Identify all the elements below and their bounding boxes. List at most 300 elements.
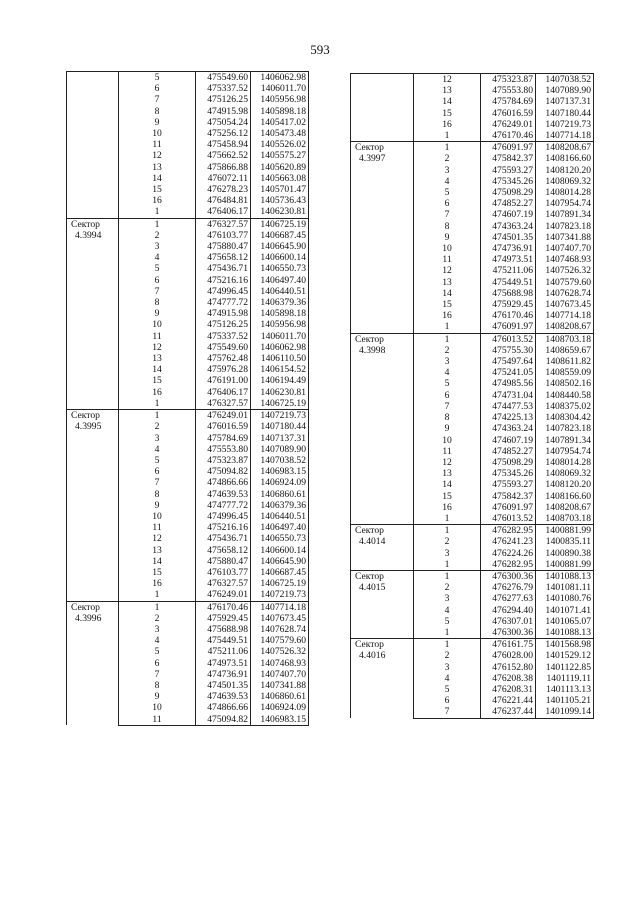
x-coordinate-cell: 474639.53 xyxy=(196,489,251,500)
x-coordinate-cell: 475549.60 xyxy=(196,342,251,353)
point-number-cell: 5 xyxy=(414,187,481,198)
sector-label xyxy=(67,601,119,725)
x-coordinate-cell: 476406.17 xyxy=(196,387,251,398)
y-coordinate-cell: 1406062.98 xyxy=(251,342,309,353)
point-number-cell: 6 xyxy=(119,466,196,477)
point-number-cell: 2 xyxy=(414,536,481,547)
y-coordinate-cell: 1406379.36 xyxy=(251,500,309,511)
x-coordinate-cell: 474639.53 xyxy=(196,691,251,702)
x-coordinate-cell: 475337.52 xyxy=(196,83,251,94)
sector-label xyxy=(351,525,414,571)
point-number-cell: 4 xyxy=(119,252,196,263)
point-number-cell: 1 xyxy=(414,333,481,345)
point-number-cell: 5 xyxy=(414,684,481,695)
x-coordinate-cell: 474363.24 xyxy=(481,423,536,434)
point-number-cell: 16 xyxy=(414,310,481,321)
x-coordinate-cell: 476249.01 xyxy=(481,119,536,130)
y-coordinate-cell: 1406687.45 xyxy=(251,567,309,578)
point-number-cell: 15 xyxy=(414,299,481,310)
point-number-cell: 16 xyxy=(119,195,196,206)
x-coordinate-cell: 476300.36 xyxy=(481,627,536,639)
x-coordinate-cell: 474973.51 xyxy=(481,254,536,265)
x-coordinate-cell: 474852.27 xyxy=(481,198,536,209)
y-coordinate-cell: 1407714.18 xyxy=(536,310,594,321)
x-coordinate-cell: 474501.35 xyxy=(196,680,251,691)
y-coordinate-cell: 1406924.09 xyxy=(251,702,309,713)
x-coordinate-cell: 476277.63 xyxy=(481,593,536,604)
point-number-cell: 1 xyxy=(414,627,481,639)
x-coordinate-cell: 474915.98 xyxy=(196,308,251,319)
y-coordinate-cell: 1406011.70 xyxy=(251,83,309,94)
point-number-cell: 3 xyxy=(414,356,481,367)
point-number-cell: 9 xyxy=(414,232,481,243)
x-coordinate-cell: 475658.12 xyxy=(196,545,251,556)
point-number-cell: 1 xyxy=(414,142,481,154)
x-coordinate-cell: 475216.16 xyxy=(196,275,251,286)
x-coordinate-cell: 475762.48 xyxy=(196,353,251,364)
x-coordinate-cell: 475842.37 xyxy=(481,491,536,502)
y-coordinate-cell: 1406600.14 xyxy=(251,545,309,556)
x-coordinate-cell: 475880.47 xyxy=(196,556,251,567)
point-number-cell: 1 xyxy=(414,570,481,582)
y-coordinate-cell: 1401105.21 xyxy=(536,695,594,706)
sector-label-line: Сектор xyxy=(355,570,384,582)
x-coordinate-cell: 475345.26 xyxy=(481,176,536,187)
y-coordinate-cell: 1408014.28 xyxy=(536,187,594,198)
y-coordinate-cell: 1400890.38 xyxy=(536,548,594,559)
point-number-cell: 8 xyxy=(119,297,196,308)
y-coordinate-cell: 1406924.09 xyxy=(251,477,309,488)
point-number-cell: 12 xyxy=(119,533,196,544)
y-coordinate-cell: 1401071.41 xyxy=(536,605,594,616)
x-coordinate-cell: 476208.31 xyxy=(481,684,536,695)
point-number-cell: 10 xyxy=(119,511,196,522)
x-coordinate-cell: 476091.97 xyxy=(481,502,536,513)
y-coordinate-cell: 1406687.45 xyxy=(251,230,309,241)
point-number-cell: 9 xyxy=(119,308,196,319)
y-coordinate-cell: 1400881.99 xyxy=(536,525,594,537)
coordinate-row xyxy=(351,142,594,154)
y-coordinate-cell: 1407579.60 xyxy=(536,277,594,288)
point-number-cell: 7 xyxy=(119,477,196,488)
x-coordinate-cell: 476327.57 xyxy=(196,398,251,410)
point-number-cell: 15 xyxy=(414,491,481,502)
coordinate-row xyxy=(351,525,594,537)
point-number-cell: 1 xyxy=(119,206,196,218)
x-coordinate-cell: 474973.51 xyxy=(196,658,251,669)
y-coordinate-cell: 1406550.73 xyxy=(251,533,309,544)
point-number-cell: 6 xyxy=(414,198,481,209)
point-number-cell: 10 xyxy=(119,319,196,330)
y-coordinate-cell: 1407891.34 xyxy=(536,209,594,220)
x-coordinate-cell: 474501.35 xyxy=(481,232,536,243)
y-coordinate-cell: 1407628.74 xyxy=(251,624,309,635)
point-number-cell: 4 xyxy=(414,176,481,187)
y-coordinate-cell: 1407628.74 xyxy=(536,288,594,299)
point-number-cell: 8 xyxy=(119,680,196,691)
x-coordinate-cell: 475126.25 xyxy=(196,319,251,330)
x-coordinate-cell: 476300.36 xyxy=(481,570,536,582)
sector-label-line: Сектор xyxy=(355,639,384,651)
x-coordinate-cell: 475216.16 xyxy=(196,522,251,533)
x-coordinate-cell: 476282.95 xyxy=(481,559,536,571)
x-coordinate-cell: 474363.24 xyxy=(481,221,536,232)
x-coordinate-cell: 476103.77 xyxy=(196,567,251,578)
x-coordinate-cell: 476016.59 xyxy=(481,108,536,119)
x-coordinate-cell: 476191.00 xyxy=(196,375,251,386)
y-coordinate-cell: 1407407.70 xyxy=(536,243,594,254)
y-coordinate-cell: 1406983.15 xyxy=(251,466,309,477)
y-coordinate-cell: 1408208.67 xyxy=(536,321,594,333)
x-coordinate-cell: 475211.06 xyxy=(481,265,536,276)
y-coordinate-cell: 1405526.02 xyxy=(251,139,309,150)
x-coordinate-cell: 476208.38 xyxy=(481,673,536,684)
x-coordinate-cell: 475449.51 xyxy=(196,635,251,646)
point-number-cell: 13 xyxy=(414,277,481,288)
point-number-cell: 4 xyxy=(414,367,481,378)
sector-label-line: Сектор xyxy=(71,218,100,230)
y-coordinate-cell: 1408208.67 xyxy=(536,142,594,154)
x-coordinate-cell: 475054.24 xyxy=(196,117,251,128)
point-number-cell: 5 xyxy=(119,455,196,466)
point-number-cell: 14 xyxy=(414,479,481,490)
y-coordinate-cell: 1406860.61 xyxy=(251,691,309,702)
x-coordinate-cell: 475662.52 xyxy=(196,150,251,161)
x-coordinate-cell: 474607.19 xyxy=(481,209,536,220)
x-coordinate-cell: 475658.12 xyxy=(196,252,251,263)
x-coordinate-cell: 476327.57 xyxy=(196,578,251,589)
point-number-cell: 14 xyxy=(414,288,481,299)
y-coordinate-cell: 1405575.27 xyxy=(251,150,309,161)
x-coordinate-cell: 476327.57 xyxy=(196,218,251,230)
y-coordinate-cell: 1405701.47 xyxy=(251,184,309,195)
point-number-cell: 1 xyxy=(414,525,481,537)
coordinate-row xyxy=(67,72,309,84)
y-coordinate-cell: 1406110.50 xyxy=(251,353,309,364)
point-number-cell: 1 xyxy=(119,589,196,601)
point-number-cell: 2 xyxy=(414,650,481,661)
x-coordinate-cell: 475929.45 xyxy=(196,613,251,624)
x-coordinate-cell: 475784.69 xyxy=(196,433,251,444)
point-number-cell: 3 xyxy=(414,165,481,176)
y-coordinate-cell: 1408559.09 xyxy=(536,367,594,378)
x-coordinate-cell: 476072.11 xyxy=(196,173,251,184)
coordinates-table-left xyxy=(66,71,309,726)
y-coordinate-cell: 1408166.60 xyxy=(536,491,594,502)
y-coordinate-cell: 1401065.07 xyxy=(536,616,594,627)
y-coordinate-cell: 1407137.31 xyxy=(536,96,594,107)
point-number-cell: 1 xyxy=(119,601,196,613)
y-coordinate-cell: 1407714.18 xyxy=(536,130,594,142)
y-coordinate-cell: 1407341.88 xyxy=(536,232,594,243)
x-coordinate-cell: 476013.52 xyxy=(481,333,536,345)
y-coordinate-cell: 1408659.67 xyxy=(536,345,594,356)
x-coordinate-cell: 474225.13 xyxy=(481,412,536,423)
x-coordinate-cell: 475256.12 xyxy=(196,128,251,139)
y-coordinate-cell: 1406379.36 xyxy=(251,297,309,308)
point-number-cell: 16 xyxy=(119,387,196,398)
x-coordinate-cell: 476276.79 xyxy=(481,582,536,593)
x-coordinate-cell: 474866.66 xyxy=(196,477,251,488)
y-coordinate-cell: 1401081.11 xyxy=(536,582,594,593)
point-number-cell: 12 xyxy=(119,342,196,353)
sector-label-line: Сектор xyxy=(355,525,384,537)
point-number-cell: 15 xyxy=(119,567,196,578)
x-coordinate-cell: 474607.19 xyxy=(481,435,536,446)
point-number-cell: 12 xyxy=(414,74,481,86)
y-coordinate-cell: 1406230.81 xyxy=(251,387,309,398)
x-coordinate-cell: 476016.59 xyxy=(196,421,251,432)
x-coordinate-cell: 475449.51 xyxy=(481,277,536,288)
y-coordinate-cell: 1401080.76 xyxy=(536,593,594,604)
y-coordinate-cell: 1408166.60 xyxy=(536,153,594,164)
point-number-cell: 8 xyxy=(119,106,196,117)
x-coordinate-cell: 474736.91 xyxy=(481,243,536,254)
y-coordinate-cell: 1407180.44 xyxy=(251,421,309,432)
x-coordinate-cell: 476170.46 xyxy=(481,130,536,142)
point-number-cell: 2 xyxy=(414,582,481,593)
sector-label-line: Сектор xyxy=(71,601,100,613)
x-coordinate-cell: 476170.46 xyxy=(481,310,536,321)
x-coordinate-cell: 474731.04 xyxy=(481,390,536,401)
coordinate-row xyxy=(67,218,309,230)
sector-label-line: Сектор xyxy=(355,333,384,345)
y-coordinate-cell: 1408502.16 xyxy=(536,378,594,389)
point-number-cell: 11 xyxy=(119,139,196,150)
x-coordinate-cell: 474477.53 xyxy=(481,401,536,412)
x-coordinate-cell: 474777.72 xyxy=(196,297,251,308)
y-coordinate-cell: 1405663.08 xyxy=(251,173,309,184)
sector-label-line: 4.4016 xyxy=(359,650,386,662)
point-number-cell: 11 xyxy=(414,446,481,457)
x-coordinate-cell: 474777.72 xyxy=(196,500,251,511)
x-coordinate-cell: 474985.56 xyxy=(481,378,536,389)
x-coordinate-cell: 476028.00 xyxy=(481,650,536,661)
point-number-cell: 11 xyxy=(414,254,481,265)
sector-label xyxy=(351,639,414,718)
point-number-cell: 16 xyxy=(414,502,481,513)
point-number-cell: 11 xyxy=(119,331,196,342)
x-coordinate-cell: 475497.64 xyxy=(481,356,536,367)
sector-label-line: Сектор xyxy=(71,410,100,422)
y-coordinate-cell: 1407526.32 xyxy=(536,265,594,276)
point-number-cell: 13 xyxy=(119,545,196,556)
sector-label-line: 4.3994 xyxy=(75,229,102,241)
y-coordinate-cell: 1407954.74 xyxy=(536,198,594,209)
x-coordinate-cell: 475126.25 xyxy=(196,94,251,105)
point-number-cell: 8 xyxy=(119,489,196,500)
point-number-cell: 10 xyxy=(414,435,481,446)
sector-label-line: 4.3995 xyxy=(75,421,102,433)
x-coordinate-cell: 476091.97 xyxy=(481,321,536,333)
point-number-cell: 1 xyxy=(119,410,196,422)
coordinate-row xyxy=(67,601,309,613)
x-coordinate-cell: 475094.82 xyxy=(196,714,251,726)
point-number-cell: 5 xyxy=(119,72,196,84)
point-number-cell: 9 xyxy=(119,500,196,511)
x-coordinate-cell: 475880.47 xyxy=(196,241,251,252)
x-coordinate-cell: 474996.45 xyxy=(196,286,251,297)
y-coordinate-cell: 1408069.32 xyxy=(536,468,594,479)
x-coordinate-cell: 475323.87 xyxy=(196,455,251,466)
y-coordinate-cell: 1407038.52 xyxy=(251,455,309,466)
point-number-cell: 15 xyxy=(119,375,196,386)
point-number-cell: 16 xyxy=(119,578,196,589)
y-coordinate-cell: 1405473.48 xyxy=(251,128,309,139)
y-coordinate-cell: 1406440.51 xyxy=(251,511,309,522)
point-number-cell: 10 xyxy=(119,702,196,713)
point-number-cell: 6 xyxy=(119,658,196,669)
point-number-cell: 4 xyxy=(119,444,196,455)
y-coordinate-cell: 1408120.20 xyxy=(536,165,594,176)
point-number-cell: 6 xyxy=(119,83,196,94)
point-number-cell: 5 xyxy=(119,263,196,274)
point-number-cell: 3 xyxy=(119,433,196,444)
coordinate-row xyxy=(351,639,594,651)
y-coordinate-cell: 1405736.43 xyxy=(251,195,309,206)
x-coordinate-cell: 476249.01 xyxy=(196,589,251,601)
point-number-cell: 13 xyxy=(119,353,196,364)
x-coordinate-cell: 476161.75 xyxy=(481,639,536,651)
x-coordinate-cell: 475976.28 xyxy=(196,364,251,375)
y-coordinate-cell: 1407341.88 xyxy=(251,680,309,691)
y-coordinate-cell: 1401099.14 xyxy=(536,706,594,718)
y-coordinate-cell: 1405956.98 xyxy=(251,319,309,330)
point-number-cell: 8 xyxy=(414,412,481,423)
sector-label-line: 4.4014 xyxy=(359,536,386,548)
coordinate-row xyxy=(351,74,594,86)
y-coordinate-cell: 1407219.73 xyxy=(536,119,594,130)
y-coordinate-cell: 1406440.51 xyxy=(251,286,309,297)
point-number-cell: 1 xyxy=(414,559,481,571)
point-number-cell: 1 xyxy=(414,513,481,525)
y-coordinate-cell: 1401122.85 xyxy=(536,662,594,673)
y-coordinate-cell: 1407038.52 xyxy=(536,74,594,86)
point-number-cell: 7 xyxy=(119,286,196,297)
point-number-cell: 7 xyxy=(414,209,481,220)
x-coordinate-cell: 475688.98 xyxy=(196,624,251,635)
point-number-cell: 2 xyxy=(414,153,481,164)
y-coordinate-cell: 1406062.98 xyxy=(251,72,309,84)
x-coordinate-cell: 476249.01 xyxy=(196,410,251,422)
point-number-cell: 4 xyxy=(119,635,196,646)
y-coordinate-cell: 1408703.18 xyxy=(536,333,594,345)
point-number-cell: 15 xyxy=(119,184,196,195)
point-number-cell: 8 xyxy=(414,221,481,232)
y-coordinate-cell: 1400881.99 xyxy=(536,559,594,571)
point-number-cell: 12 xyxy=(414,265,481,276)
y-coordinate-cell: 1406645.90 xyxy=(251,241,309,252)
coordinate-row xyxy=(351,570,594,582)
y-coordinate-cell: 1407579.60 xyxy=(251,635,309,646)
x-coordinate-cell: 475323.87 xyxy=(481,74,536,86)
x-coordinate-cell: 476282.95 xyxy=(481,525,536,537)
y-coordinate-cell: 1406497.40 xyxy=(251,275,309,286)
point-number-cell: 14 xyxy=(414,96,481,107)
point-number-cell: 11 xyxy=(119,522,196,533)
point-number-cell: 6 xyxy=(414,390,481,401)
x-coordinate-cell: 476224.26 xyxy=(481,548,536,559)
x-coordinate-cell: 475755.30 xyxy=(481,345,536,356)
point-number-cell: 15 xyxy=(414,108,481,119)
y-coordinate-cell: 1408014.28 xyxy=(536,457,594,468)
y-coordinate-cell: 1407823.18 xyxy=(536,221,594,232)
point-number-cell: 3 xyxy=(119,624,196,635)
x-coordinate-cell: 475094.82 xyxy=(196,466,251,477)
point-number-cell: 2 xyxy=(119,613,196,624)
y-coordinate-cell: 1408120.20 xyxy=(536,479,594,490)
x-coordinate-cell: 476278.23 xyxy=(196,184,251,195)
y-coordinate-cell: 1401119.11 xyxy=(536,673,594,684)
y-coordinate-cell: 1406230.81 xyxy=(251,206,309,218)
point-number-cell: 3 xyxy=(414,593,481,604)
x-coordinate-cell: 475098.29 xyxy=(481,457,536,468)
point-number-cell: 13 xyxy=(119,162,196,173)
point-number-cell: 9 xyxy=(414,423,481,434)
y-coordinate-cell: 1407673.45 xyxy=(536,299,594,310)
point-number-cell: 10 xyxy=(119,128,196,139)
point-number-cell: 14 xyxy=(119,364,196,375)
point-number-cell: 4 xyxy=(414,673,481,684)
point-number-cell: 4 xyxy=(414,605,481,616)
y-coordinate-cell: 1401088.13 xyxy=(536,627,594,639)
point-number-cell: 3 xyxy=(414,548,481,559)
x-coordinate-cell: 475241.05 xyxy=(481,367,536,378)
x-coordinate-cell: 474866.66 xyxy=(196,702,251,713)
y-coordinate-cell: 1407526.32 xyxy=(251,646,309,657)
sector-label-line: 4.3998 xyxy=(359,344,386,356)
point-number-cell: 7 xyxy=(119,94,196,105)
y-coordinate-cell: 1406983.15 xyxy=(251,714,309,726)
y-coordinate-cell: 1407137.31 xyxy=(251,433,309,444)
point-number-cell: 5 xyxy=(119,646,196,657)
x-coordinate-cell: 476013.52 xyxy=(481,513,536,525)
y-coordinate-cell: 1401113.13 xyxy=(536,684,594,695)
y-coordinate-cell: 1405956.98 xyxy=(251,94,309,105)
y-coordinate-cell: 1407468.93 xyxy=(251,658,309,669)
point-number-cell: 11 xyxy=(119,714,196,726)
point-number-cell: 1 xyxy=(414,130,481,142)
point-number-cell: 7 xyxy=(119,669,196,680)
point-number-cell: 7 xyxy=(414,401,481,412)
y-coordinate-cell: 1408069.32 xyxy=(536,176,594,187)
y-coordinate-cell: 1408208.67 xyxy=(536,502,594,513)
sector-label xyxy=(351,333,414,524)
x-coordinate-cell: 476237.44 xyxy=(481,706,536,718)
x-coordinate-cell: 476307.01 xyxy=(481,616,536,627)
point-number-cell: 1 xyxy=(414,639,481,651)
point-number-cell: 2 xyxy=(119,421,196,432)
point-number-cell: 12 xyxy=(414,457,481,468)
x-coordinate-cell: 475553.80 xyxy=(196,444,251,455)
y-coordinate-cell: 1406860.61 xyxy=(251,489,309,500)
x-coordinate-cell: 475211.06 xyxy=(196,646,251,657)
y-coordinate-cell: 1406600.14 xyxy=(251,252,309,263)
x-coordinate-cell: 475098.29 xyxy=(481,187,536,198)
x-coordinate-cell: 476406.17 xyxy=(196,206,251,218)
x-coordinate-cell: 476294.40 xyxy=(481,605,536,616)
y-coordinate-cell: 1407089.90 xyxy=(536,85,594,96)
y-coordinate-cell: 1401568.98 xyxy=(536,639,594,651)
x-coordinate-cell: 475549.60 xyxy=(196,72,251,84)
y-coordinate-cell: 1407089.90 xyxy=(251,444,309,455)
y-coordinate-cell: 1408375.02 xyxy=(536,401,594,412)
sector-label xyxy=(351,74,414,142)
y-coordinate-cell: 1406194.49 xyxy=(251,375,309,386)
y-coordinate-cell: 1405417.02 xyxy=(251,117,309,128)
y-coordinate-cell: 1408440.58 xyxy=(536,390,594,401)
sector-label-line: Сектор xyxy=(355,142,384,154)
